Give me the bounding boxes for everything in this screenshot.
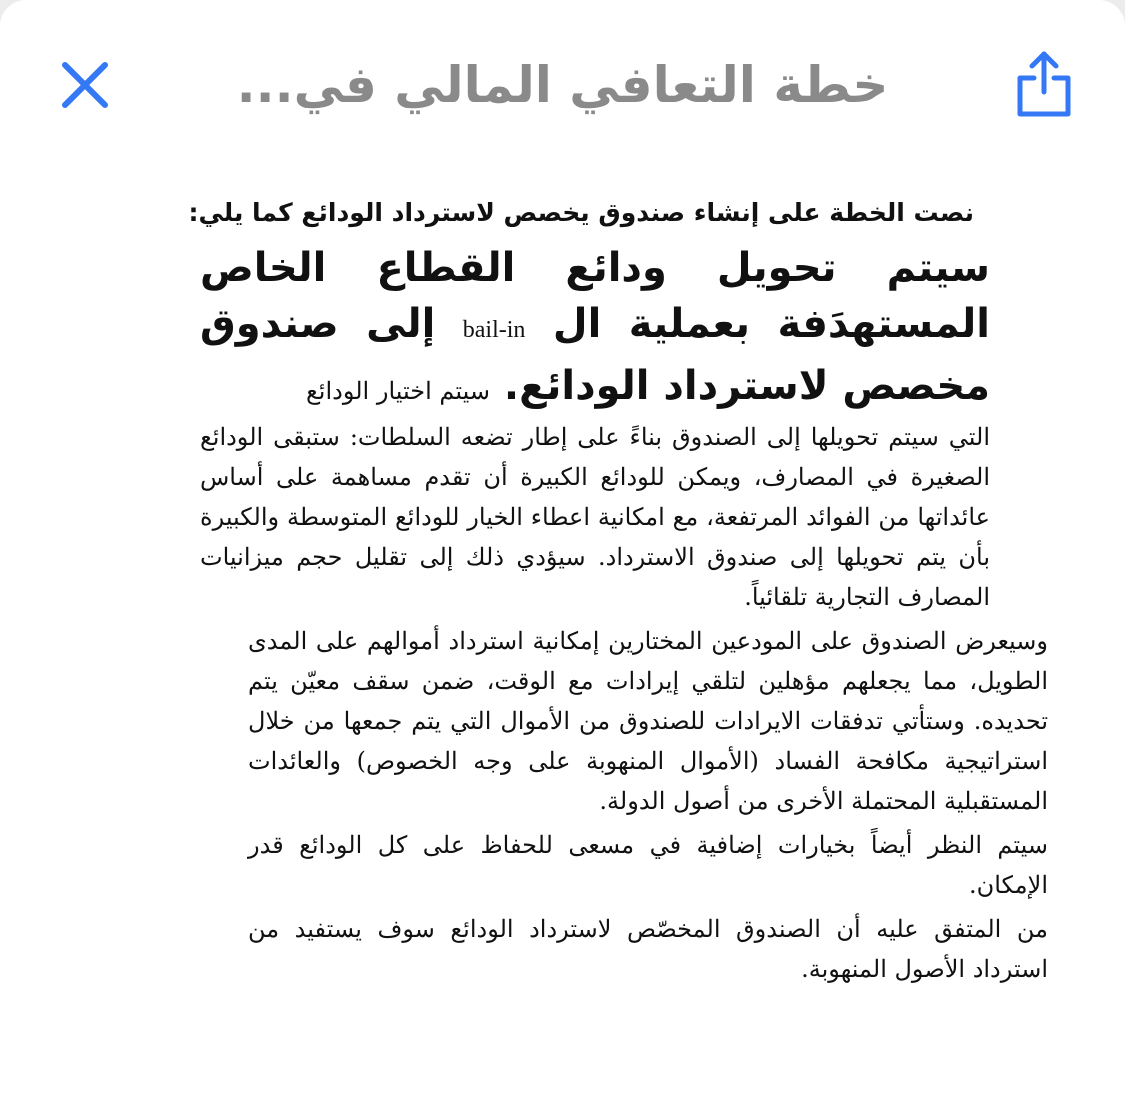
- lead-continuation: سيتم اختيار الودائع: [306, 377, 490, 405]
- paragraph-asset-recovery: من المتفق عليه أن الصندوق المخصّص لاسترداد الودائع سوف يستفيد من استرداد الأصول المنهوبة.: [248, 915, 1048, 983]
- paragraph-additional-options: سيتم النظر أيضاً بخيارات إضافية في مسعى للحفاظ على كل الودائع قدر الإمكان.: [248, 831, 1048, 899]
- share-icon: [1012, 48, 1076, 120]
- close-button[interactable]: [52, 52, 118, 118]
- paragraph-deposit-selection: التي سيتم تحويلها إلى الصندوق بناءً على إطار تضعه السلطات: ستبقى الودائع الصغيرة في المصارف، ويمكن للودائع الكبيرة أن تقدم مساهمة على أساس عائداتها من الفوائد المرتفعة، مع امكانية اعطاء الخيار للودائع المتوسطة والكبيرة بأن يتم تحويلها إلى صندوق الاسترداد. سيؤدي ذلك إلى تقليل حجم ميزانيات المصارف التجارية تلقائياً.: [200, 423, 990, 611]
- viewer-header: [0, 0, 1125, 170]
- close-x-icon: [57, 57, 113, 113]
- lead-paragraph: [200, 240, 990, 419]
- lead-latin-term: bail-in: [462, 317, 526, 343]
- paragraph-fund-revenues: وسيعرض الصندوق على المودعين المختارين إمكانية استرداد أموالهم على المدى الطويل، مما يجعلهم مؤهلين لتلقي إيرادات مع الوقت، ضمن سقف معيّن يتم تحديده. وستأتي تدفقات الايرادات للصندوق من الأموال التي يتم جمعها من خلال استراتيجية مكافحة الفساد (الأموال المنهوبة على وجه الخصوص) والعائدات المستقبلية المحتملة الأخرى من أصول الدولة.: [248, 627, 1048, 815]
- share-button[interactable]: [1004, 44, 1084, 124]
- lead-text-part2: إلى صندوق مخصص لاسترداد الودائع.: [200, 301, 990, 409]
- document-title: خطة التعافي المالي في...: [236, 56, 889, 114]
- lead-text-part1: سيتم تحويل ودائع القطاع الخاص المستهدَفة بعملية ال: [200, 245, 991, 347]
- intro-paragraph: نصت الخطة على إنشاء صندوق يخصص لاسترداد الودائع كما يلي:: [188, 198, 974, 227]
- document-content: [120, 196, 1048, 989]
